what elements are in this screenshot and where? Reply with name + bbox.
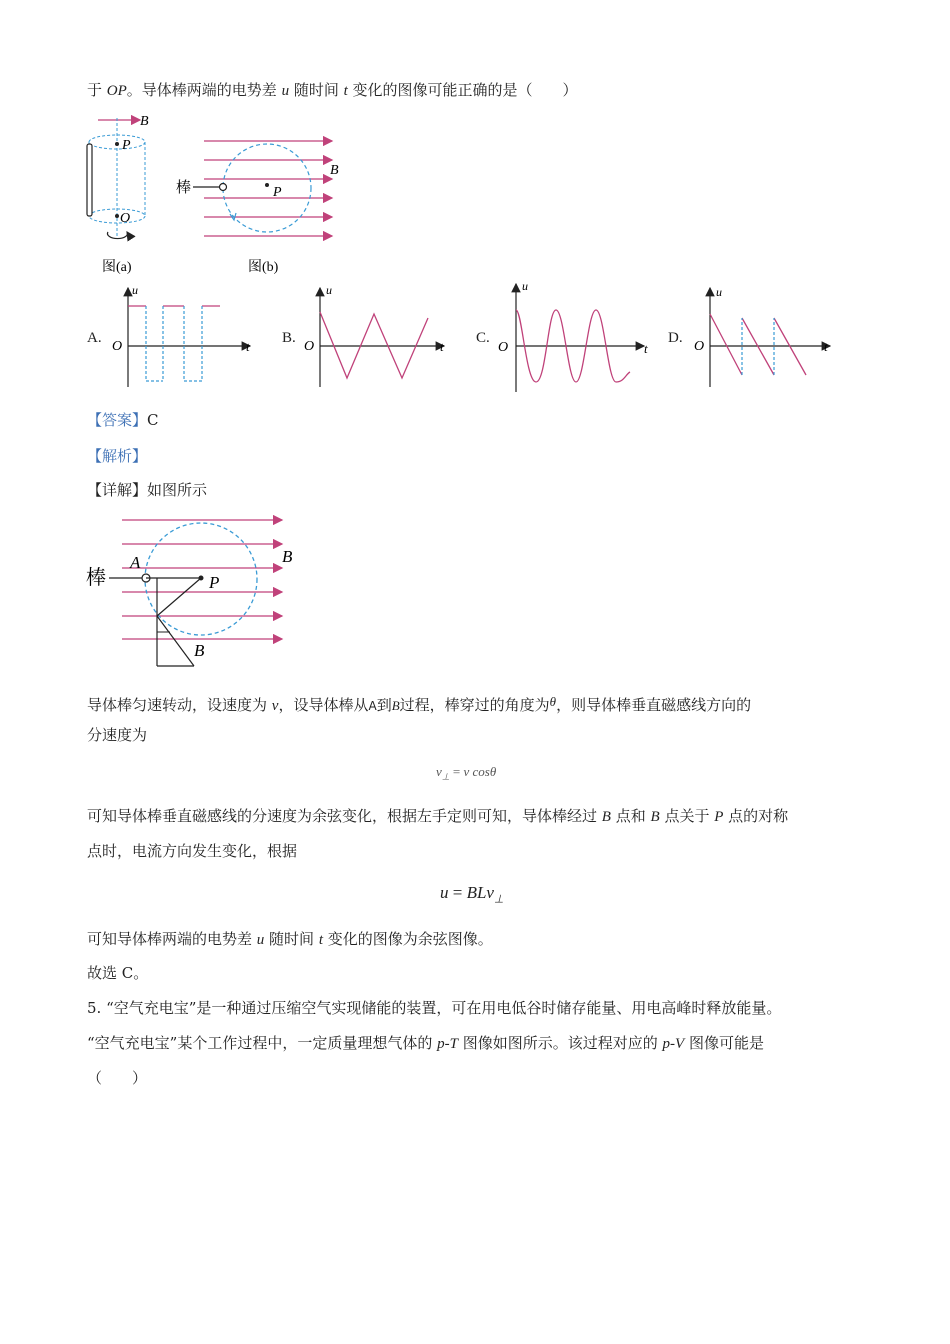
- figure-a: [87, 114, 149, 275]
- detail-line: [87, 479, 207, 501]
- figure-b: [176, 141, 339, 275]
- question-text: 随时间: [289, 81, 344, 99]
- text: 图像如图所示。该过程对应的: [457, 1034, 663, 1052]
- conclusion-line: 故选 C。: [87, 964, 149, 982]
- figure-ab: [80, 108, 360, 280]
- rotation-circle: [223, 144, 311, 232]
- text: 导体棒匀速转动，设速度为: [87, 696, 272, 714]
- rod-end: [220, 184, 227, 191]
- text: 可知导体棒两端的电势差: [87, 930, 257, 948]
- text: 随时间: [264, 930, 319, 948]
- label-b-point: B: [194, 641, 205, 660]
- text: 点关于: [659, 807, 715, 825]
- answer-line: [87, 409, 159, 431]
- question-text: 。导体棒两端的电势差: [126, 81, 282, 99]
- axis-u: u: [716, 285, 722, 299]
- q5-line1: 5. “空气充电宝”是一种通过压缩空气实现储能的装置，可在用电低谷时储存能量、用电高峰时释放能量。: [87, 999, 782, 1017]
- label-b: B: [140, 114, 149, 129]
- var-theta: θ: [549, 694, 557, 709]
- text: ，则导体棒垂直磁感线方向的: [556, 696, 752, 714]
- formula-v-perp: [436, 764, 496, 783]
- text: “空气充电宝”某个工作过程中，一定质量理想气体的: [87, 1034, 438, 1052]
- point-p: P: [714, 809, 724, 825]
- text: 图像可能是: [684, 1034, 764, 1052]
- label-p: P: [273, 185, 282, 200]
- axis-t: t: [644, 341, 648, 356]
- var-t: t: [318, 932, 323, 948]
- formula-rhs: BLv: [466, 883, 494, 902]
- var-v: v: [271, 698, 279, 714]
- formula-u: [440, 883, 504, 905]
- label-b-field: B: [282, 547, 293, 566]
- axis-u: u: [132, 283, 138, 297]
- rod: [87, 144, 92, 216]
- formula-lhs: u: [440, 883, 449, 902]
- q5-line3: （ ）: [87, 1069, 148, 1087]
- point-a: A: [368, 699, 377, 713]
- formula-eq: =: [448, 883, 467, 902]
- detail-text: 如图所示: [147, 481, 208, 499]
- axis-t: t: [440, 339, 444, 354]
- text: 可知导体棒垂直磁感线的分速度为余弦变化，根据左手定则可知，导体棒经过: [87, 807, 602, 825]
- analysis-tag: 【解析】: [87, 447, 148, 465]
- origin-o: O: [112, 339, 123, 354]
- formula-sub: ⊥: [441, 771, 450, 782]
- answer-value: C: [147, 411, 159, 429]
- caption-a: 图(a): [102, 260, 132, 275]
- text: 点的对称: [723, 807, 789, 825]
- label-o: O: [120, 211, 131, 226]
- axis-t: t: [824, 339, 828, 354]
- axis-t: t: [246, 339, 250, 354]
- text: 变化的图像为余弦图像。: [323, 930, 493, 948]
- label-p: P: [209, 573, 220, 592]
- question-text: 于: [87, 81, 107, 99]
- q5-line2: [87, 1032, 764, 1055]
- formula-eq: =: [449, 764, 464, 779]
- var-u: u: [256, 932, 265, 948]
- point-b: B: [391, 698, 400, 713]
- point-b: B: [650, 809, 660, 825]
- var-u: u: [281, 83, 290, 99]
- label-pt: p-T: [437, 1036, 458, 1052]
- axis-u: u: [522, 279, 528, 293]
- text: 到: [376, 696, 392, 714]
- label-a: A: [130, 553, 141, 572]
- text: 过程，棒穿过的角度为: [399, 696, 550, 714]
- answer-tag: 【答案】: [87, 411, 148, 429]
- option-d-letter[interactable]: D.: [668, 330, 683, 346]
- option-d-graph[interactable]: [690, 282, 840, 392]
- formula-rhs: v cosθ: [463, 764, 497, 779]
- option-c-graph[interactable]: [496, 278, 656, 394]
- option-c-letter[interactable]: C.: [476, 330, 490, 346]
- formula-sub: ⊥: [493, 893, 504, 906]
- label-rod: 棒: [86, 567, 106, 589]
- caption-b: 图(b): [248, 260, 279, 275]
- para1-line2: 分速度为: [87, 726, 148, 744]
- origin-o: O: [694, 339, 705, 354]
- text: 点和: [610, 807, 651, 825]
- para1-line1: [87, 691, 751, 717]
- label-pv: p-V: [662, 1036, 685, 1052]
- analysis-line: [87, 445, 147, 467]
- var-t: t: [343, 83, 348, 99]
- para2-line1: [87, 805, 788, 828]
- para2-line2: 点时，电流方向发生变化，根据: [87, 842, 298, 860]
- para3-line: [87, 928, 493, 951]
- option-b-letter[interactable]: B.: [282, 330, 296, 346]
- point-b: B: [601, 809, 611, 825]
- label-p: P: [122, 138, 131, 153]
- option-a-graph[interactable]: [108, 282, 258, 392]
- option-a-letter[interactable]: A.: [87, 330, 102, 346]
- label-b: B: [330, 163, 339, 178]
- formula-lhs: v: [436, 764, 442, 779]
- text: ，设导体棒从: [278, 696, 369, 714]
- origin-o: O: [498, 340, 509, 355]
- question-text: 变化的图像可能正确的是（ ）: [347, 81, 578, 99]
- detail-tag: 【详解】: [87, 481, 148, 499]
- figure-solution: [82, 508, 312, 670]
- origin-o: O: [304, 339, 315, 354]
- question-tail-line: [87, 79, 578, 102]
- segment-op: OP: [106, 83, 127, 99]
- label-rod: 棒: [176, 180, 192, 196]
- option-b-graph[interactable]: [302, 282, 452, 392]
- axis-u: u: [326, 283, 332, 297]
